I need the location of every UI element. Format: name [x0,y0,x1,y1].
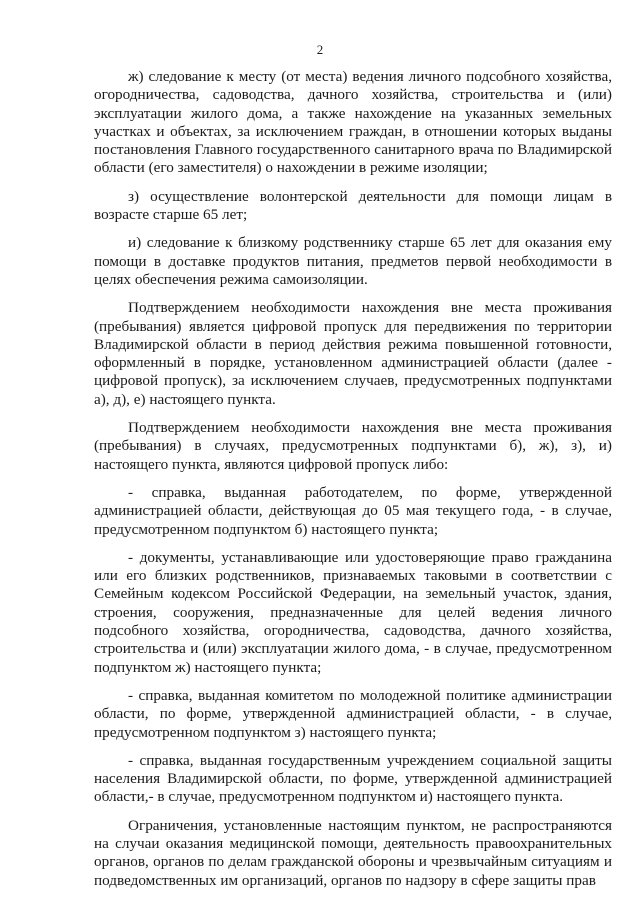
list-item-property-documents: - документы, устанавливающие или удостоверяющие право гражданина или его близких родственников, признаваемых таковыми в соответствии с Семейным кодексом Российской Федерации, на земельный участок, здания, строения, сооружения, предназначенные для целей ведения личного подсобного хозяйства, огородничества, садоводства, дачного хозяйства, строительства и (или) эксплуатации жилого дома, - в случае, предусмотренном подпунктом ж) настоящего пункта; [94,548,612,676]
document-body [94,68,612,899]
paragraph-confirmation-cases: Подтверждением необходимости нахождения вне места проживания (пребывания) в случаях, предусмотренных подпунктами б), ж), з), и) настоящего пункта, являются цифровой пропуск либо: [94,419,612,473]
paragraph-restrictions-exceptions: Ограничения, установленные настоящим пунктом, не распространяются на случаи оказания медицинской помощи, деятельность правоохранительных органов, органов по делам гражданской обороны и чрезвычайным ситуациям и подведомственных им организаций, органов по надзору в сфере защиты прав [94,816,612,889]
paragraph-digital-pass: Подтверждением необходимости нахождения вне места проживания (пребывания) является цифровой пропуск для передвижения по территории Владимирской области в период действия режима повышенной готовности, оформленный в порядке, установленном администрацией области (далее - цифровой пропуск), за исключением случаев, предусмотренных подпунктами а), д), е) настоящего пункта. [94,299,612,408]
page-number: 2 [316,42,324,57]
paragraph-item-i: и) следование к близкому родственнику старше 65 лет для оказания ему помощи в доставке продуктов питания, предметов первой необходимости в целях обеспечения режима самоизоляции. [94,234,612,288]
list-item-social-protection-certificate: - справка, выданная государственным учреждением социальной защиты населения Владимирской области, по форме, утвержденной администрацией области,- в случае, предусмотренном подпунктом и) настоящего пункта. [94,751,612,806]
list-item-employer-certificate: - справка, выданная работодателем, по форме, утвержденной администрацией области, действующая до 05 мая текущего года, - в случае, предусмотренном подпунктом б) настоящего пункта; [94,483,612,538]
paragraph-item-zh: ж) следование к месту (от места) ведения личного подсобного хозяйства, огородничества, садоводства, дачного хозяйства, строительства и (или) эксплуатации жилого дома, а также нахождение на указанных земельных участках и объектах, за исключением граждан, в отношении которых выданы постановления Главного государственного санитарного врача по Владимирской области (его заместителя) о нахождении в режиме изоляции; [94,68,612,177]
list-item-youth-committee-certificate: - справка, выданная комитетом по молодежной политике администрации области, по форме, утвержденной администрацией области, - в случае, предусмотренном подпунктом з) настоящего пункта; [94,686,612,741]
paragraph-item-z: з) осуществление волонтерской деятельности для помощи лицам в возрасте старше 65 лет; [94,187,612,224]
